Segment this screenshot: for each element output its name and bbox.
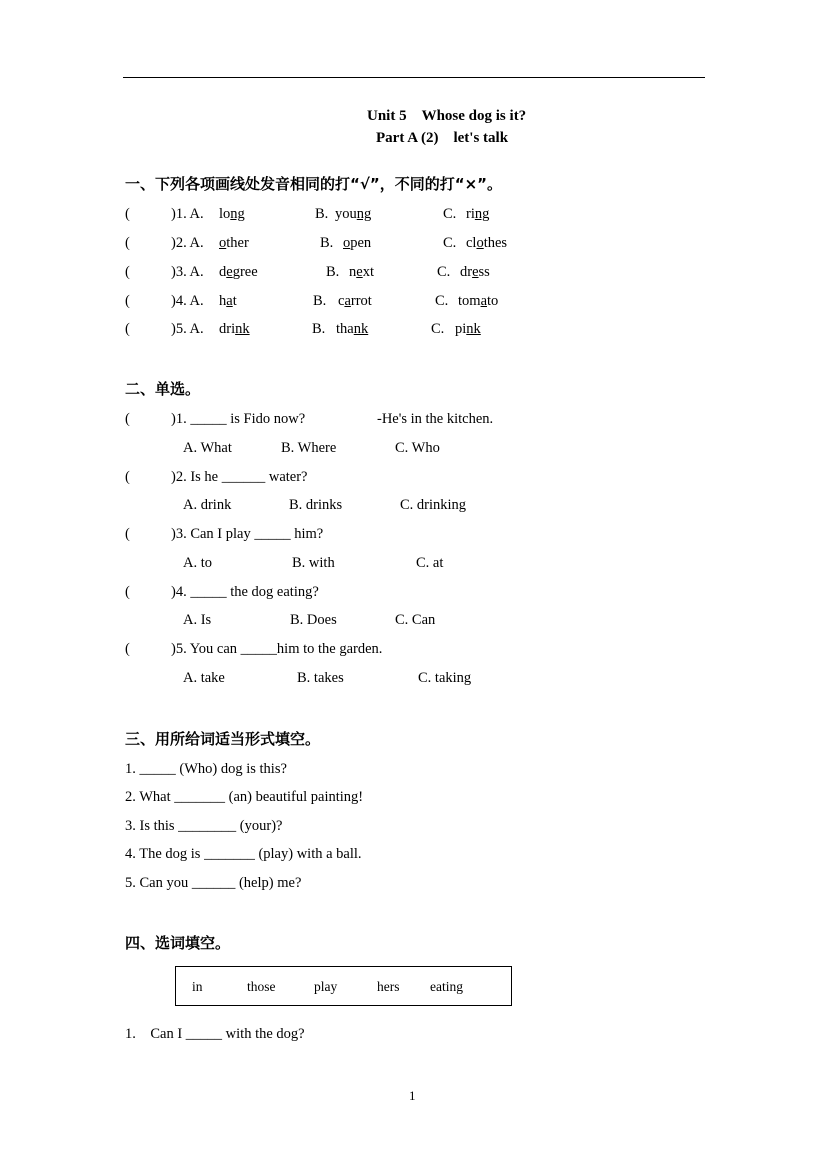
answer-paren: ( bbox=[125, 641, 130, 657]
answer-paren: ( bbox=[125, 206, 130, 222]
underlined-sound: nk bbox=[235, 321, 250, 337]
underlined-sound: o bbox=[219, 235, 227, 251]
word-part: cl bbox=[466, 235, 477, 251]
item-number: )2. A. bbox=[171, 235, 204, 251]
answer-paren: ( bbox=[125, 469, 130, 485]
word-part: n bbox=[349, 264, 357, 280]
word-bank-word: in bbox=[192, 979, 203, 994]
underlined-sound: o bbox=[476, 235, 484, 251]
word-bank-word: play bbox=[314, 979, 338, 994]
question-1-response: -He's in the kitchen. bbox=[377, 411, 494, 427]
word-part: gree bbox=[232, 264, 258, 280]
item-number: )1. A. bbox=[171, 206, 204, 222]
option-b-label: B. bbox=[313, 293, 327, 309]
underlined-sound: ng bbox=[474, 206, 490, 222]
word-part: pen bbox=[350, 235, 372, 251]
option-b-word bbox=[343, 235, 371, 252]
word-part: pi bbox=[455, 321, 467, 337]
answer-paren: ( bbox=[125, 235, 130, 251]
word-part: ss bbox=[478, 264, 490, 280]
option-a: A. to bbox=[183, 555, 212, 571]
section1-heading: 一、下列各项画线处发音相同的打“√”，不同的打“×”。 bbox=[125, 175, 503, 193]
answer-paren: ( bbox=[125, 321, 130, 337]
word-part: c bbox=[338, 293, 345, 309]
fill-item-4: 4. The dog is _______ (play) with a ball. bbox=[125, 846, 362, 862]
question-4: )4. _____ the dog eating? bbox=[171, 584, 319, 600]
underlined-sound: a bbox=[344, 293, 351, 309]
option-c-label: C. bbox=[431, 321, 445, 337]
word-part: xt bbox=[362, 264, 374, 280]
option-c: C. at bbox=[416, 555, 444, 571]
option-b: B. drinks bbox=[289, 497, 343, 513]
underlined-sound: e bbox=[472, 264, 479, 280]
word-part: tom bbox=[458, 293, 481, 309]
section3-heading: 三、用所给词适当形式填空。 bbox=[125, 730, 321, 748]
word-part: t bbox=[232, 293, 237, 309]
section2-heading: 二、单选。 bbox=[125, 380, 201, 398]
answer-paren: ( bbox=[125, 584, 130, 600]
word-bank-word: those bbox=[247, 979, 276, 994]
option-c: C. Who bbox=[395, 440, 440, 456]
word-bank-box bbox=[175, 966, 512, 1006]
option-b-word bbox=[335, 206, 371, 223]
word-part: tha bbox=[336, 321, 354, 337]
item-number: )5. A. bbox=[171, 321, 204, 337]
option-c: C. Can bbox=[395, 612, 436, 628]
item-number: )3. A. bbox=[171, 264, 204, 280]
underlined-sound: o bbox=[343, 235, 351, 251]
option-c-word bbox=[458, 293, 498, 310]
option-c-word bbox=[466, 206, 489, 223]
part-title: Part A (2) let's talk bbox=[376, 130, 509, 146]
option-b-label: B. bbox=[315, 206, 329, 222]
option-c-word bbox=[455, 321, 481, 338]
underlined-sound: a bbox=[226, 293, 233, 309]
word-part: you bbox=[335, 206, 357, 222]
option-b: B. Where bbox=[281, 440, 337, 456]
question-3: )3. Can I play _____ him? bbox=[171, 526, 324, 542]
option-c-label: C. bbox=[443, 235, 457, 251]
underlined-sound: a bbox=[480, 293, 487, 309]
question-1: )1. _____ is Fido now? bbox=[171, 411, 306, 427]
underlined-sound: e bbox=[226, 264, 233, 280]
option-a: A. take bbox=[183, 670, 225, 686]
word-part: to bbox=[487, 293, 499, 309]
option-a-word bbox=[219, 206, 245, 223]
fill-item-2: 2. What _______ (an) beautiful painting! bbox=[125, 789, 364, 805]
option-b-word bbox=[338, 293, 372, 310]
word-part: dri bbox=[219, 321, 236, 337]
underlined-sound: e bbox=[356, 264, 363, 280]
option-c-word bbox=[466, 235, 507, 252]
question-5: )5. You can _____him to the garden. bbox=[171, 641, 383, 657]
answer-paren: ( bbox=[125, 526, 130, 542]
option-b-label: B. bbox=[320, 235, 334, 251]
word-bank-word: hers bbox=[377, 979, 400, 994]
answer-paren: ( bbox=[125, 293, 130, 309]
word-part: lo bbox=[219, 206, 231, 222]
option-b: B. takes bbox=[297, 670, 344, 686]
fill-item-3: 3. Is this ________ (your)? bbox=[125, 818, 283, 834]
fill-item-1: 1. _____ (Who) dog is this? bbox=[125, 761, 287, 777]
option-a: A. What bbox=[183, 440, 232, 456]
word-part: d bbox=[219, 264, 227, 280]
option-a-word bbox=[219, 235, 249, 252]
option-b-label: B. bbox=[312, 321, 326, 337]
word-part: ri bbox=[466, 206, 475, 222]
option-b-label: B. bbox=[326, 264, 340, 280]
option-a: A. drink bbox=[183, 497, 232, 513]
option-c-label: C. bbox=[443, 206, 457, 222]
unit-title: Unit 5 Whose dog is it? bbox=[367, 108, 527, 124]
page-number: 1 bbox=[409, 1088, 416, 1103]
option-c: C. drinking bbox=[400, 497, 467, 513]
option-b: B. Does bbox=[290, 612, 337, 628]
word-part: dr bbox=[460, 264, 473, 280]
header-rule bbox=[123, 77, 705, 78]
fill-item-5: 5. Can you ______ (help) me? bbox=[125, 875, 302, 891]
underlined-sound: ng bbox=[356, 206, 372, 222]
word-part: ther bbox=[226, 235, 249, 251]
option-b-word bbox=[349, 264, 374, 281]
option-b-word bbox=[336, 321, 368, 338]
word-part: h bbox=[219, 293, 227, 309]
answer-paren: ( bbox=[125, 264, 130, 280]
word-bank-word: eating bbox=[430, 979, 463, 994]
option-c-word bbox=[460, 264, 490, 281]
option-a-word bbox=[219, 264, 258, 281]
option-a: A. Is bbox=[183, 612, 212, 628]
item-number: )4. A. bbox=[171, 293, 204, 309]
question-2: )2. Is he ______ water? bbox=[171, 469, 308, 485]
option-c: C. taking bbox=[418, 670, 472, 686]
option-c-label: C. bbox=[437, 264, 451, 280]
word-part: thes bbox=[483, 235, 508, 251]
section4-heading: 四、选词填空。 bbox=[125, 934, 231, 952]
option-a-word bbox=[219, 293, 237, 310]
word-part: rrot bbox=[350, 293, 372, 309]
option-c-label: C. bbox=[435, 293, 449, 309]
underlined-sound: nk bbox=[353, 321, 369, 337]
underlined-sound: ng bbox=[230, 206, 245, 222]
option-a-word bbox=[219, 321, 250, 338]
answer-paren: ( bbox=[125, 411, 130, 427]
word-bank-item-1: 1. Can I _____ with the dog? bbox=[125, 1026, 305, 1042]
option-b: B. with bbox=[292, 555, 335, 571]
underlined-sound: nk bbox=[466, 321, 481, 337]
